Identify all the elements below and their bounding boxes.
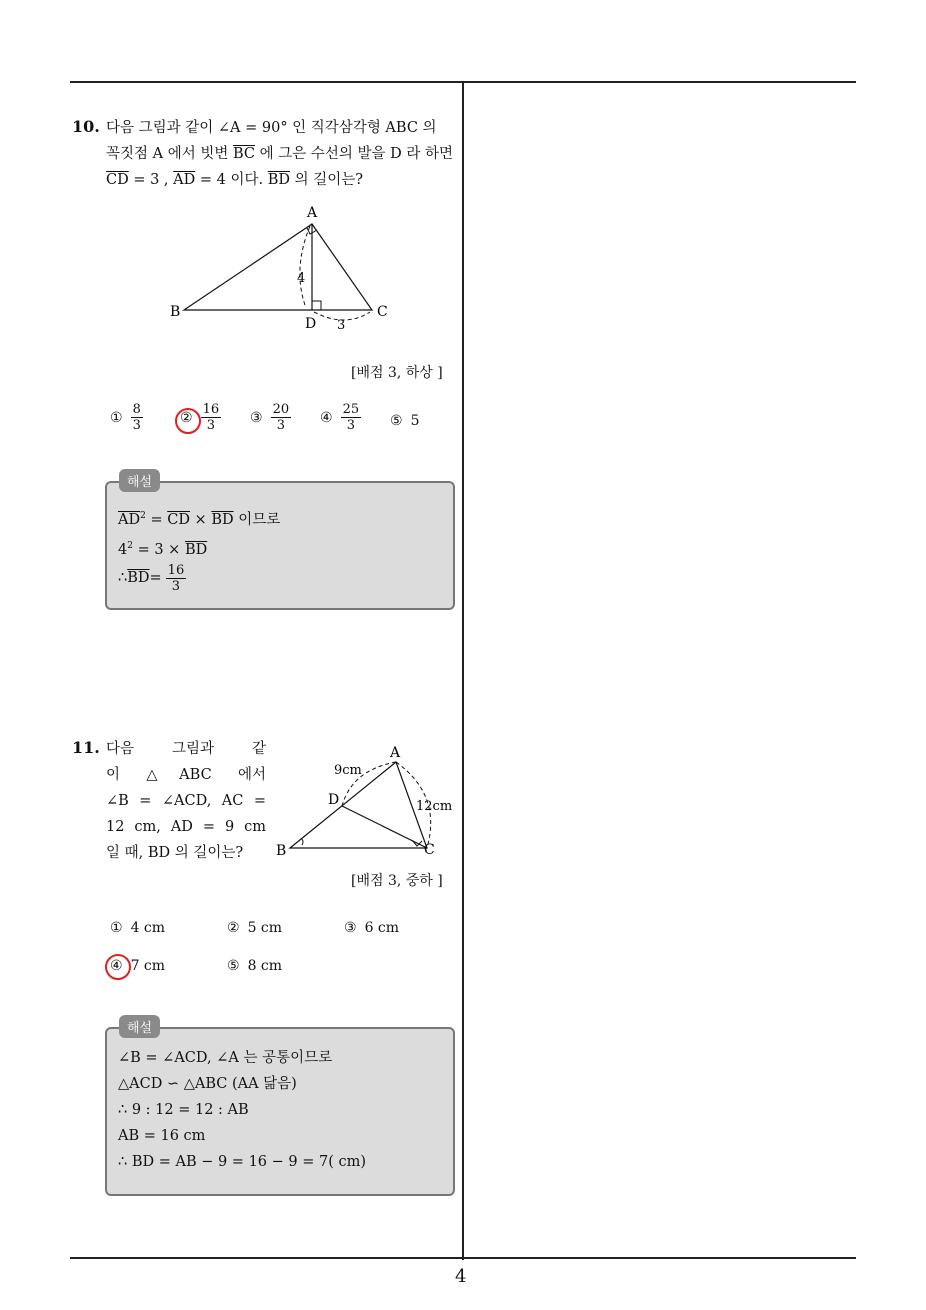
q11-sol-line-3: ∴ 9 : 12 = 12 : AB — [118, 1102, 249, 1118]
q10-length-cd: 3 — [337, 318, 346, 333]
q11-sol-line-1: ∠B = ∠ACD, ∠A 는 공통이므로 — [118, 1050, 333, 1066]
q11-solution-tag: 해설 — [119, 1015, 160, 1038]
q10-choice-3[interactable]: ③ $\frac{20}{3}$ — [250, 402, 290, 433]
q10-triangle-figure — [160, 200, 400, 340]
q11-sol-line-2: △ACD ∽ △ABC (AA 닮음) — [118, 1076, 297, 1092]
q10-label-B: B — [170, 304, 181, 320]
q11-line-5: 일 때, BD 의 길이는? — [106, 845, 244, 861]
q10-sol-line-1: $\overline{AD}^2 = \overline{CD} \times \overline{BD}$ 이므로 — [118, 511, 281, 528]
q10-sol-line-2: $4^2 = 3 \times \overline{BD}$ — [118, 540, 208, 558]
q10-solution-tag: 해설 — [119, 469, 160, 492]
q11-choice-1[interactable]: ① 4 cm — [110, 920, 166, 936]
q11-score: [배점 3, 중하 ] — [351, 873, 443, 889]
q11-label-A: A — [390, 745, 401, 761]
q10-label-C: C — [377, 304, 388, 320]
question-10-number: 10. — [72, 117, 100, 136]
page-number: 4 — [455, 1266, 467, 1287]
q11-line-1: 다음 그림과 같 — [106, 741, 266, 757]
q10-answer-mark — [175, 408, 201, 434]
q11-line-2: 이 △ABC 에서 — [106, 767, 266, 783]
q11-choice-3[interactable]: ③ 6 cm — [344, 920, 400, 936]
q10-score: [배점 3, 하상 ] — [351, 365, 443, 381]
q11-solution-text — [118, 1045, 443, 1175]
q10-choices — [110, 402, 450, 442]
q10-choice-4[interactable]: ④ $\frac{25}{3}$ — [320, 402, 360, 433]
q11-answer-mark — [105, 954, 131, 980]
q11-label-C: C — [424, 842, 435, 858]
question-11-text — [106, 736, 266, 866]
question-11-number: 11. — [72, 738, 100, 757]
q10-choice-2[interactable]: ② $\frac{16}{3}$ — [180, 402, 220, 433]
q11-sol-line-5: ∴ BD = AB − 9 = 16 − 9 = 7( cm) — [118, 1154, 367, 1170]
q11-sol-line-4: AB = 16 cm — [118, 1128, 206, 1144]
q11-length-ac: 12cm — [416, 799, 453, 814]
column-divider — [462, 82, 464, 1260]
q10-label-A: A — [307, 205, 318, 221]
q10-choice-1[interactable]: ① $\frac{8}{3}$ — [110, 402, 141, 433]
q11-line-4: 12 cm, AD = 9 cm — [106, 819, 266, 835]
q10-label-D: D — [305, 316, 317, 332]
q11-choice-5[interactable]: ⑤ 8 cm — [227, 958, 283, 974]
q10-choice-5[interactable]: ⑤ 5 — [390, 413, 420, 429]
q10-solution-text — [118, 503, 438, 594]
question-10-text — [106, 115, 456, 193]
q10-length-ad: 4 — [297, 271, 306, 286]
q11-line-3: ∠B = ∠ACD, AC = — [106, 793, 266, 809]
q11-choice-2[interactable]: ② 5 cm — [227, 920, 283, 936]
q10-line-2: 꼭짓점 A 에서 빗변 $\overline{BC}$ 에 그은 수선의 발을 D 라 하면 — [106, 146, 453, 162]
bottom-rule — [70, 1257, 856, 1259]
q11-triangle-figure — [272, 740, 462, 865]
q11-label-B: B — [276, 843, 287, 859]
q11-choice-4[interactable]: ④ 7 cm — [110, 958, 166, 974]
q10-sol-line-3: ∴ $\overline{BD}$ = $\frac{16}{3}$ — [118, 562, 185, 594]
q11-length-ad: 9cm — [334, 763, 362, 778]
q11-label-D: D — [328, 792, 340, 808]
q10-line-1: 다음 그림과 같이 ∠A = 90° 인 직각삼각형 ABC 의 — [106, 120, 437, 136]
q10-line-3: $\overline{CD} = 3$ , $\overline{AD} = 4$ 이다. $\overline{BD}$ 의 길이는? — [106, 172, 364, 188]
